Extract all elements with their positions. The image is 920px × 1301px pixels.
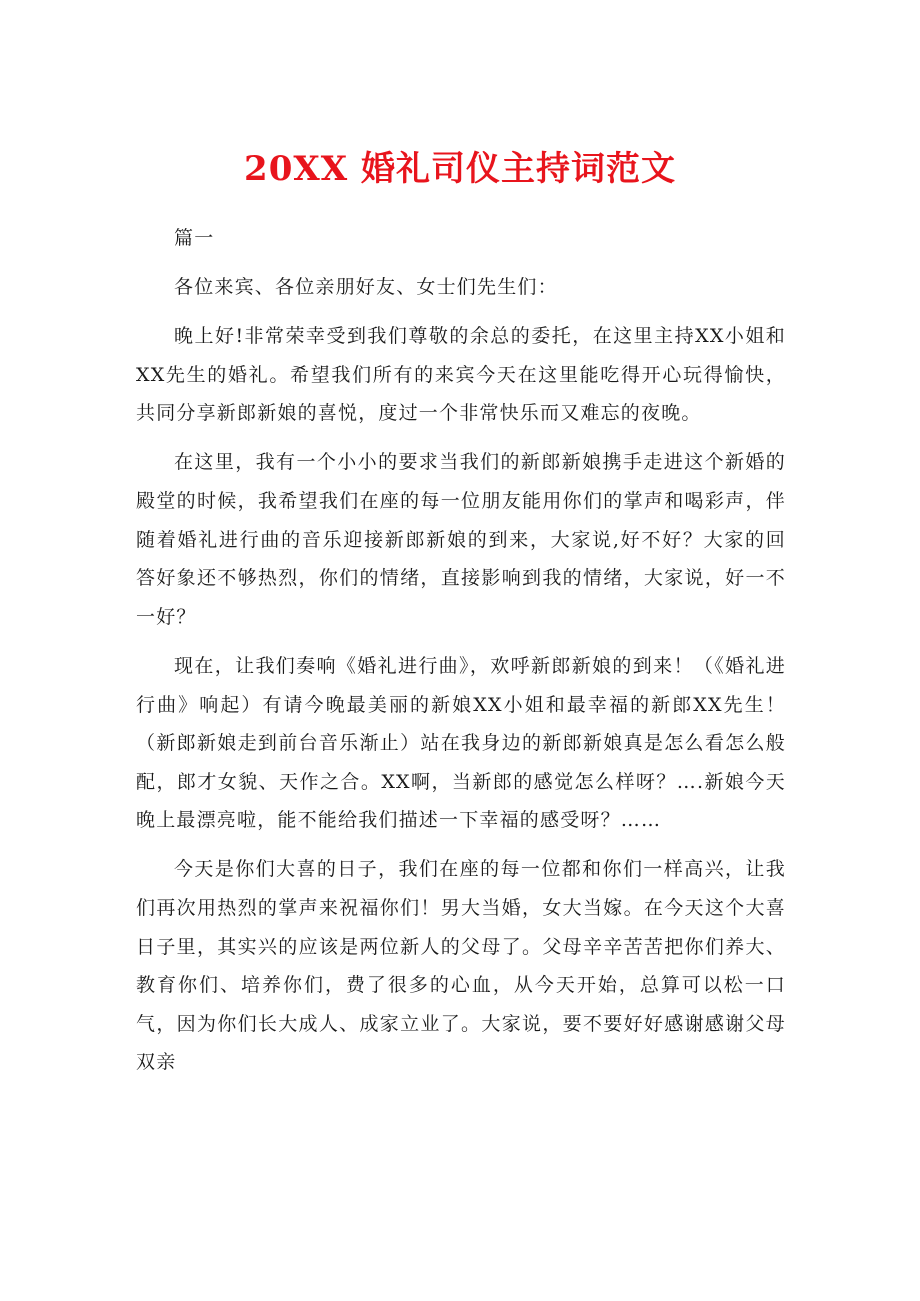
section-heading: 篇一: [174, 227, 215, 249]
opening-paragraph: 晚上好!非常荣幸受到我们尊敬的余总的委托，在这里主持XX小姐和XX先生的婚礼。希望我们所有的来宾今天在这里能吃得开心玩得愉快，共同分享新郎新娘的喜悦，度过一个非常快乐而又难忘的夜晚。: [136, 325, 786, 425]
document-title: 20XX 婚礼司仪主持词范文: [244, 148, 676, 189]
document-body: [136, 219, 786, 1092]
request-paragraph: 在这里，我有一个小小的要求当我们的新郎新娘携手走进这个新婚的殿堂的时候，我希望我们在座的每一位朋友能用你们的掌声和喝彩声，伴随着婚礼进行曲的音乐迎接新郎新娘的到来，大家说,好不好？大家的回答好象还不够热烈，你们的情绪，直接影响到我的情绪，大家说，好一不一好？: [136, 451, 786, 628]
blessing-paragraph: 今天是你们大喜的日子，我们在座的每一位都和你们一样高兴，让我们再次用热烈的掌声来祝福你们！男大当婚，女大当嫁。在今天这个大喜日子里，其实兴的应该是两位新人的父母了。父母辛辛苦苦把你们养大、教育你们、培养你们，费了很多的心血，从今天开始，总算可以松一口气，因为你们长大成人、成家立业了。大家说，要不要好好感谢感谢父母双亲: [136, 858, 786, 1074]
entrance-paragraph: 现在，让我们奏响《婚礼进行曲》，欢呼新郎新娘的到来！（《婚礼进行曲》响起）有请今晚最美丽的新娘XX小姐和最幸福的新郎XX先生！（新郎新娘走到前台音乐渐止）站在我身边的新郎新娘真是怎么看怎么般配，郎才女貌、天作之合。XX啊，当新郎的感觉怎么样呀？….新娘今天晚上最漂亮啦，能不能给我们描述一下幸福的感受呀？……: [136, 654, 786, 832]
greeting-paragraph: 各位来宾、各位亲朋好友、女士们先生们：: [174, 276, 558, 299]
